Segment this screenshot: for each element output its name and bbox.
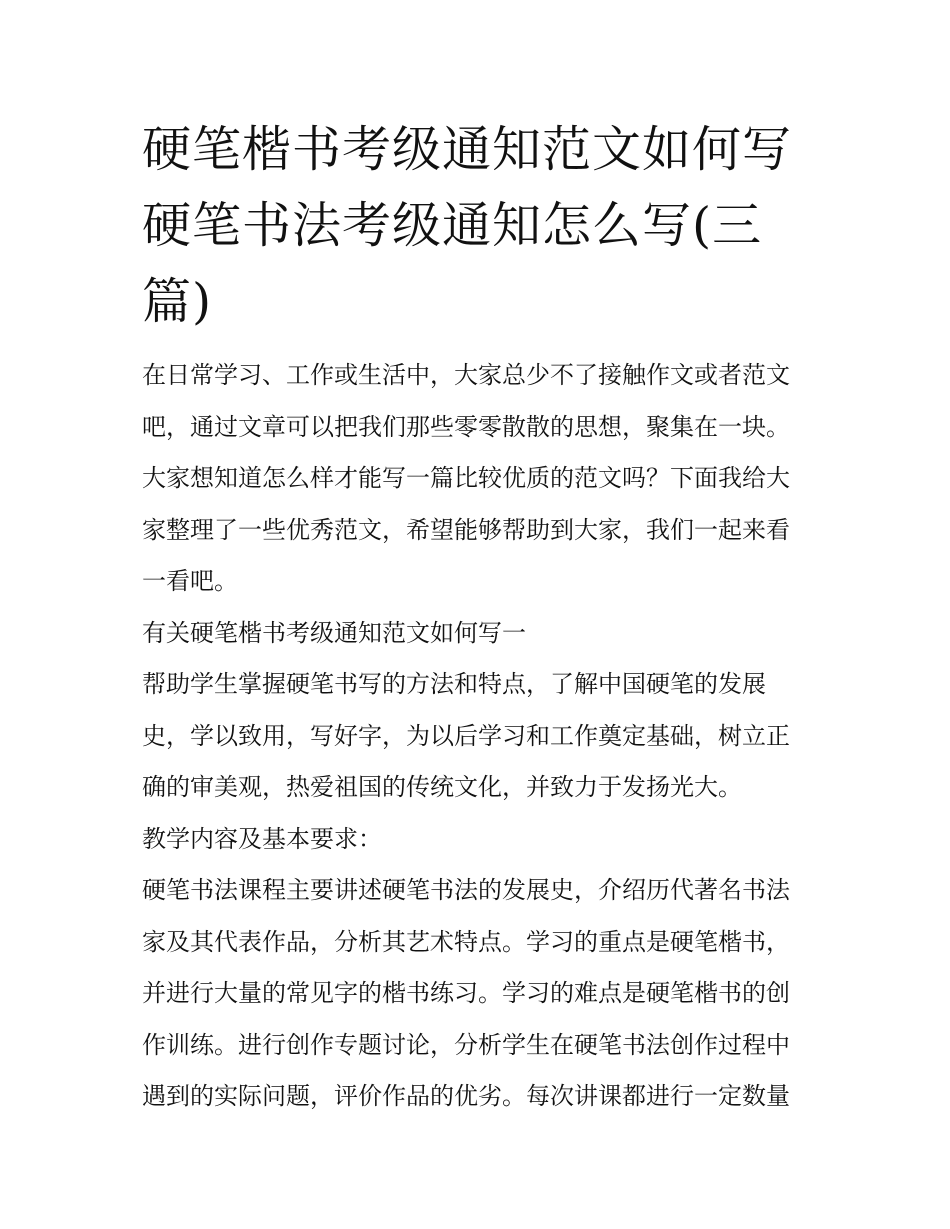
- intro-paragraph: 在日常学习、工作或生活中，大家总少不了接触作文或者范文吧，通过文章可以把我们那些零零散散的思想，聚集在一块。大家想知道怎么样才能写一篇比较优质的范文吗？下面我给大家整理了一些优秀范文，希望能够帮助到大家，我们一起来看一看吧。: [142, 361, 790, 595]
- document-title: 硬笔楷书考级通知范文如何写硬笔书法考级通知怎么写(三篇): [142, 121, 793, 330]
- document-page: [142, 112, 812, 1123]
- course-paragraph: 硬笔书法课程主要讲述硬笔书法的发展史，介绍历代著名书法家及其代表作品，分析其艺术特点。学习的重点是硬笔楷书，并进行大量的常见字的楷书练习。学习的难点是硬笔楷书的创作训练。进行创作专题讨论，分析学生在硬笔书法创作过程中遇到的实际问题，评价作品的优劣。每次讲课都进行一定数量: [142, 876, 790, 1110]
- section-heading: 有关硬笔楷书考级通知范文如何写一: [142, 618, 526, 647]
- goal-paragraph: 帮助学生掌握硬笔书写的方法和特点，了解中国硬笔的发展史，学以致用，写好字，为以后学习和工作奠定基础，树立正确的审美观，热爱祖国的传统文化，并致力于发扬光大。: [142, 670, 790, 801]
- content-heading: 教学内容及基本要求：: [142, 824, 382, 853]
